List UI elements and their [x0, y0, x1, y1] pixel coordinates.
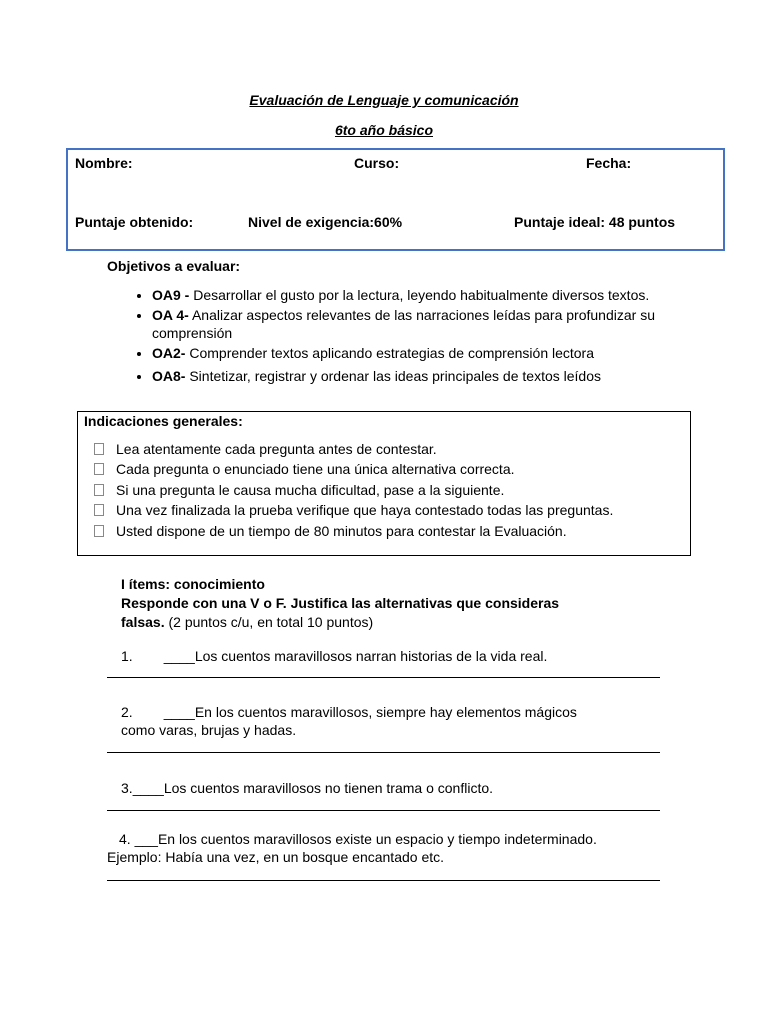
instruction-bold-word: falsas. [121, 614, 165, 630]
indication-text: Una vez finalizada la prueba verifique que haya contestado todas las preguntas. [116, 502, 614, 519]
indication-item [94, 502, 613, 522]
fecha-label: Fecha: [586, 155, 632, 171]
indications-list [94, 441, 613, 543]
indications-box [77, 411, 691, 556]
question-2 [121, 703, 577, 739]
objective-text: Sintetizar, registrar y ordenar las ideas principales de textos leídos [185, 368, 601, 384]
indication-item [94, 441, 613, 461]
answer-line[interactable] [107, 677, 660, 678]
objective-text: Desarrollar el gusto por la lectura, leyendo habitualmente diversos textos. [189, 287, 650, 303]
objective-item [152, 367, 712, 385]
checkbox-bullet-icon [94, 463, 104, 475]
indication-item [94, 482, 613, 502]
indication-text: Lea atentamente cada pregunta antes de contestar. [116, 441, 437, 457]
question-number: 2. [121, 704, 133, 720]
objective-item [152, 286, 712, 304]
question-number: 4. [119, 831, 131, 847]
question-text-continued: como varas, brujas y hadas. [121, 722, 297, 738]
answer-blank[interactable]: ___ [134, 831, 158, 847]
question-text: Los cuentos maravillosos no tienen trama o conflicto. [163, 780, 494, 796]
question-number: 3. [121, 780, 133, 796]
objectives-heading: Objetivos a evaluar: [107, 258, 241, 274]
document-title: Evaluación de Lenguaje y comunicación [249, 92, 519, 108]
objective-code: OA9 - [152, 287, 190, 303]
objective-text: Comprender textos aplicando estrategias de comprensión lectora [185, 345, 595, 361]
question-example: Ejemplo: Había una vez, en un bosque encantado etc. [107, 849, 445, 865]
puntaje-obtenido-label: Puntaje obtenido: [75, 214, 194, 230]
question-text: En los cuentos maravillosos existe un espacio y tiempo indeterminado. [157, 831, 597, 847]
answer-line[interactable] [107, 810, 660, 811]
section-title: I ítems: conocimiento [121, 576, 265, 592]
checkbox-bullet-icon [94, 484, 104, 496]
indication-item [94, 461, 613, 481]
answer-line[interactable] [107, 880, 660, 881]
question-1 [121, 647, 547, 665]
question-text: En los cuentos maravillosos, siempre hay elementos mágicos [194, 704, 577, 720]
indication-text: Si una pregunta le causa mucha dificultad, pase a la siguiente. [116, 481, 505, 498]
objective-code: OA 4- [152, 307, 189, 323]
indication-item [94, 523, 613, 543]
objective-item [152, 306, 712, 342]
objective-code: OA8- [152, 368, 186, 384]
instruction-line-1: Responde con una V o F. Justifica las alternativas que consideras [121, 595, 560, 611]
answer-blank[interactable]: ____ [163, 648, 195, 664]
question-number: 1. [121, 648, 133, 664]
student-info-box [66, 148, 725, 251]
section-instructions [121, 575, 641, 632]
answer-blank[interactable]: ____ [163, 704, 195, 720]
checkbox-bullet-icon [94, 525, 104, 537]
objective-item [152, 344, 712, 362]
indication-text: Cada pregunta o enunciado tiene una única alternativa correcta. [116, 461, 515, 478]
answer-line[interactable] [107, 752, 660, 753]
objective-text: Analizar aspectos relevantes de las narraciones leídas para profundizar su comprensión [152, 307, 655, 341]
puntaje-ideal-label: Puntaje ideal: 48 puntos [514, 214, 676, 230]
document-subtitle: 6to año básico [334, 122, 434, 138]
objective-code: OA2- [152, 345, 186, 361]
instruction-line-2 [121, 613, 641, 632]
curso-label: Curso: [354, 155, 400, 171]
objectives-list [130, 286, 712, 387]
question-text: Los cuentos maravillosos narran historias de la vida real. [194, 648, 548, 664]
question-3 [121, 779, 493, 797]
indication-text: Usted dispone de un tiempo de 80 minutos para contestar la Evaluación. [116, 522, 567, 539]
question-4 [107, 830, 597, 866]
checkbox-bullet-icon [94, 504, 104, 516]
nivel-exigencia-label: Nivel de exigencia:60% [248, 214, 403, 230]
instruction-points: (2 puntos c/u, en total 10 puntos) [164, 614, 374, 630]
checkbox-bullet-icon [94, 443, 104, 455]
indications-heading: Indicaciones generales: [84, 413, 243, 429]
nombre-label: Nombre: [75, 155, 133, 171]
answer-blank[interactable]: ____ [132, 780, 164, 796]
